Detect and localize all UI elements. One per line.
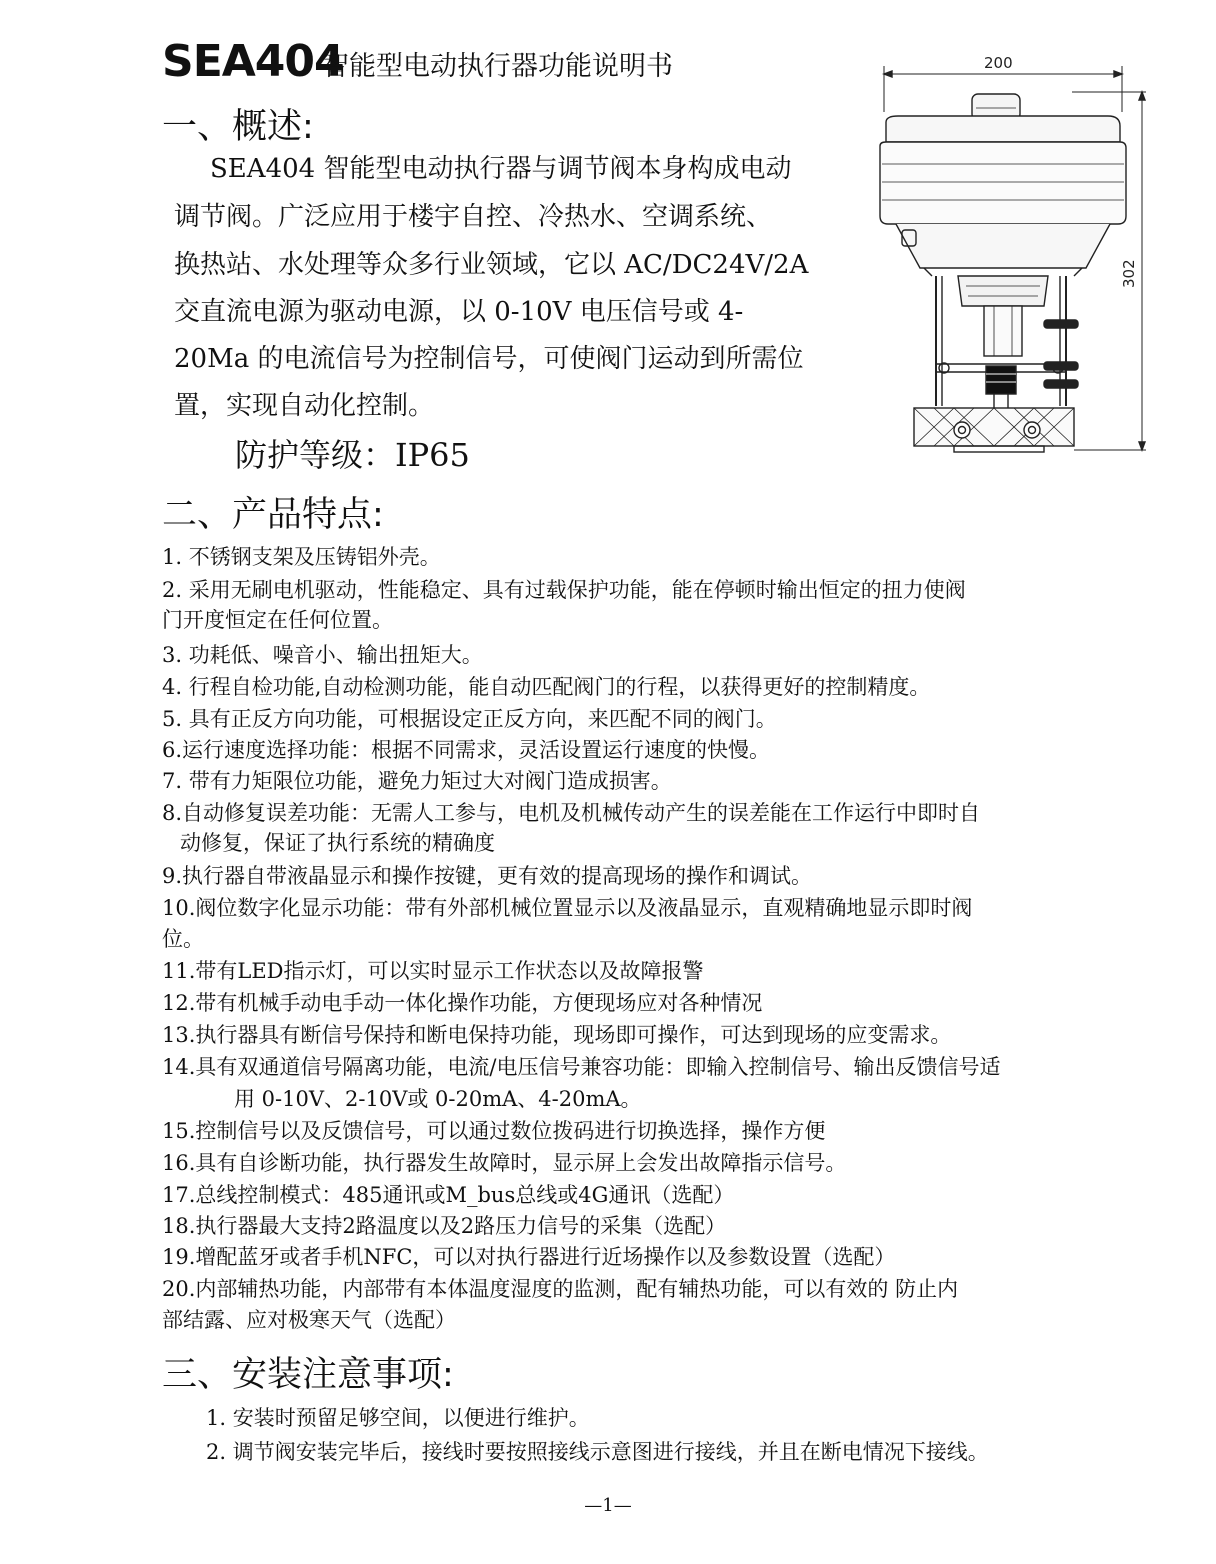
document-title-model: SEA404 (162, 36, 344, 87)
document-title-name: 智能型电动执行器功能说明书 (322, 51, 673, 82)
page-number: —1— (584, 1495, 632, 1516)
width-label: 200 (984, 54, 1013, 72)
base-bracket (914, 408, 1074, 452)
feature-item: 15.控制信号以及反馈信号，可以通过数位拨码进行切换选择，操作方便 (162, 1119, 826, 1143)
coupling (958, 276, 1048, 356)
feature-item: 门开度恒定在任何位置。 (162, 608, 393, 632)
feature-item: 7. 带有力矩限位功能，避免力矩过大对阀门造成损害。 (162, 769, 672, 793)
feature-item: 13.执行器具有断信号保持和断电保持功能，现场即可操作，可达到现场的应变需求。 (162, 1023, 952, 1047)
feature-item: 2. 采用无刷电机驱动，性能稳定、具有过载保护功能，能在停顿时输出恒定的扭力使阀 (162, 578, 966, 602)
overview-line: 交直流电源为驱动电源，以 0-10V 电压信号或 4- (174, 297, 744, 327)
feature-item: 3. 功耗低、噪音小、输出扭矩大。 (162, 643, 483, 667)
section-heading-features: 二、产品特点: (162, 495, 384, 535)
protection-rating: 防护等级：IP65 (235, 436, 470, 474)
overview-line: 调节阀。广泛应用于楼宇自控、冷热水、空调系统、 (174, 202, 773, 232)
feature-item: 11.带有LED指示灯，可以实时显示工作状态以及故障报警 (162, 959, 704, 983)
feature-item: 12.带有机械手动电手动一体化操作功能，方便现场应对各种情况 (162, 991, 763, 1015)
overview-line: 换热站、水处理等众多行业领域，它以 AC/DC24V/2A (174, 250, 809, 280)
feature-item: 6.运行速度选择功能：根据不同需求，灵活设置运行速度的快慢。 (162, 738, 771, 762)
feature-item: 18.执行器最大支持2路温度以及2路压力信号的采集（选配） (162, 1214, 727, 1238)
feature-item: 4. 行程自检功能,自动检测功能，能自动匹配阀门的行程，以获得更好的控制精度。 (162, 675, 931, 699)
section-heading-overview: 一、概述: (162, 107, 314, 147)
feature-item: 14.具有双通道信号隔离功能，电流/电压信号兼容功能：即输入控制信号、输出反馈信号适 (162, 1055, 1001, 1079)
feature-item: 1. 不锈钢支架及压铸铝外壳。 (162, 545, 441, 569)
install-item: 2. 调节阀安装完毕后，接线时要按照接线示意图进行接线，并且在断电情况下接线。 (206, 1440, 989, 1464)
actuator-dimension-drawing (876, 46, 1148, 458)
feature-item: 10.阀位数字化显示功能：带有外部机械位置显示以及液晶显示，直观精确地显示即时阀 (162, 896, 973, 920)
feature-item: 位。 (162, 927, 204, 951)
feature-item: 20.内部辅热功能，内部带有本体温度湿度的监测，配有辅热功能，可以有效的 防止内 (162, 1277, 959, 1301)
feature-item: 19.增配蓝牙或者手机NFC，可以对执行器进行近场操作以及参数设置（选配） (162, 1245, 896, 1269)
feature-item: 17.总线控制模式：485通讯或M_bus总线或4G通讯（选配） (162, 1183, 735, 1207)
section-heading-installation: 三、安装注意事项: (162, 1355, 454, 1395)
valve-stem-nut (986, 366, 1016, 408)
feature-item: 动修复，保证了执行系统的精确度 (180, 831, 495, 855)
actuator-housing (880, 116, 1126, 276)
feature-item: 5. 具有正反方向功能，可根据设定正反方向，来匹配不同的阀门。 (162, 707, 777, 731)
overview-line: SEA404 智能型电动执行器与调节阀本身构成电动 (210, 154, 792, 184)
overview-line: 20Ma 的电流信号为控制信号，可使阀门运动到所需位 (174, 344, 804, 374)
feature-item: 9.执行器自带液晶显示和操作按键，更有效的提高现场的操作和调试。 (162, 864, 813, 888)
height-label: 302 (1120, 259, 1138, 288)
feature-item: 8.自动修复误差功能：无需人工参与，电机及机械传动产生的误差能在工作运行中即时自 (162, 801, 981, 825)
feature-item: 用 0-10V、2-10V或 0-20mA、4-20mA。 (234, 1087, 642, 1111)
feature-item: 部结露、应对极寒天气（选配） (162, 1308, 456, 1332)
feature-item: 16.具有自诊断功能，执行器发生故障时，显示屏上会发出故障指示信号。 (162, 1151, 847, 1175)
install-item: 1. 安装时预留足够空间，以便进行维护。 (206, 1406, 590, 1430)
overview-line: 置，实现自动化控制。 (174, 391, 435, 421)
